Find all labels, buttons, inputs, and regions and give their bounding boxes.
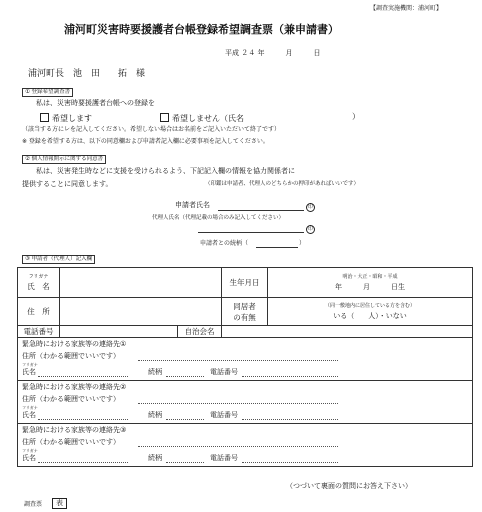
contact-phone-line[interactable] [242, 419, 338, 420]
cohabitant-label: 同居者 [233, 301, 256, 311]
cohabitant-input-cell[interactable] [268, 298, 473, 326]
contact-address-label: 住所（わかる範囲でいいです） [22, 395, 120, 403]
contact-phone-line[interactable] [242, 376, 338, 377]
form-title: 浦河町災害時要援護者台帳登録希望調査票（兼申請書） [64, 23, 339, 36]
contact-relation-line[interactable] [166, 419, 204, 420]
phone-input-cell[interactable] [60, 326, 178, 338]
contact-name-label: 氏名 [22, 411, 36, 419]
consent-para2: 提供することに同意します。 [22, 180, 113, 188]
name-input-cell[interactable] [60, 268, 222, 298]
contact-relation-line[interactable] [166, 462, 204, 463]
contact-name-line[interactable] [38, 462, 128, 463]
cohabitant-note: （同一敷地内に居住している方を含む） [324, 303, 415, 309]
contact-address-line[interactable] [138, 360, 338, 361]
contact-name-label: 氏名 [22, 368, 36, 376]
addressee: 浦河町長 池 田 拓 様 [28, 69, 146, 79]
contact-title: 緊急時における家族等の連絡先③ [22, 426, 127, 434]
proxy-name-label: 代理人氏名（代理記載の場合のみ記入してください） [152, 215, 285, 221]
section1-note1: （該当する方にレを記入してください。希望しない場合はお名前をご記入いただいて終了です） [22, 126, 281, 133]
sheet-side-box: 表 [52, 498, 67, 509]
contact-block-1 [18, 338, 473, 381]
contact-address-label: 住所（わかる範囲でいいです） [22, 438, 120, 446]
contact-phone-label: 電話番号 [210, 411, 238, 419]
cohabitant-value: いる（ 人）・いない [333, 312, 407, 320]
contact-phone-label: 電話番号 [210, 454, 238, 462]
address-label: 住 所 [18, 298, 60, 326]
contact-address-label: 住所（わかる範囲でいいです） [22, 352, 120, 360]
contact-phone-label: 電話番号 [210, 368, 238, 376]
association-input-cell[interactable] [222, 326, 473, 338]
continue-note: （つづいて裏面の質問にお答え下さい） [286, 482, 412, 490]
contact-furigana: フリガナ [22, 362, 38, 367]
consent-para1: 私は、災害発生時などに支援を受けられるよう、下記記入欄の情報を協力関係者に [36, 167, 295, 175]
contact-title: 緊急時における家族等の連絡先① [22, 340, 127, 348]
date-line: 平成 ２４ 年 月 日 [225, 49, 321, 57]
applicant-name-label: 申請者氏名 [175, 201, 210, 209]
birthdate-label: 生年月日 [222, 268, 268, 298]
sheet-label: 調査票 [24, 501, 43, 508]
birth-fields: 年 月 日生 [335, 283, 405, 291]
cohabitant-label2: の有無 [233, 312, 256, 322]
contact-furigana: フリガナ [22, 405, 38, 410]
relationship-label: 申請者との続柄（ [200, 240, 249, 247]
name-label-cell [18, 268, 60, 298]
section2-label: ② 個人情報開示に関する同意書 [22, 155, 106, 164]
contact-block-3 [18, 424, 473, 467]
implementer-label: 【調査実施機関：浦河町】 [370, 5, 443, 12]
option-yes[interactable] [40, 113, 92, 123]
applicant-form-table [17, 267, 473, 467]
contact-relation-label: 続柄 [148, 411, 162, 419]
cohabitant-label-cell [222, 298, 268, 326]
birthdate-input-cell[interactable] [268, 268, 473, 298]
section1-label: ① 登録希望調査書 [22, 88, 73, 97]
contact-address-line[interactable] [138, 403, 338, 404]
option-no-close: ） [352, 112, 360, 121]
checkbox-yes[interactable] [40, 113, 49, 122]
furigana-label: フリガナ [28, 274, 49, 280]
contact-block-2 [18, 381, 473, 424]
contact-phone-line[interactable] [242, 462, 338, 463]
contact-title: 緊急時における家族等の連絡先② [22, 383, 127, 391]
contact-relation-label: 続柄 [148, 368, 162, 376]
section1-note2: ※ 登録を希望する方は、以下の同意欄および申請者記入欄に必要事項を記入してください。 [22, 138, 269, 145]
relationship-close: ） [299, 240, 306, 247]
contact-name-line[interactable] [38, 419, 128, 420]
checkbox-no[interactable] [160, 113, 169, 122]
option-no[interactable] [160, 113, 244, 123]
applicant-seal-mark: 印 [307, 204, 313, 210]
contact-name-label: 氏名 [22, 454, 36, 462]
applicant-name-line[interactable] [218, 210, 304, 211]
section1-intro: 私は、災害時要援護者台帳への登録を [36, 99, 155, 107]
option-no-label: 希望しません（氏名 [172, 114, 244, 123]
contact-address-line[interactable] [138, 446, 338, 447]
address-input-cell[interactable] [60, 298, 222, 326]
contact-relation-line[interactable] [166, 376, 204, 377]
option-yes-label: 希望します [52, 114, 92, 123]
contact-furigana: フリガナ [22, 448, 38, 453]
consent-seal-note: （印鑑は申請者、代理人のどちらかの押印があればいいです） [205, 181, 360, 187]
contact-name-line[interactable] [38, 376, 128, 377]
proxy-seal-mark: 印 [307, 226, 313, 232]
name-label: 氏 名 [27, 282, 50, 291]
contact-relation-label: 続柄 [148, 454, 162, 462]
proxy-name-line[interactable] [198, 232, 304, 233]
relationship-line[interactable] [256, 247, 298, 248]
section3-label: ③ 申請者（代理人）記入欄 [22, 255, 95, 264]
association-label: 自治会名 [178, 326, 222, 338]
phone-label: 電話番号 [18, 326, 60, 338]
era-options: 明治・大正・昭和・平成 [342, 274, 398, 280]
